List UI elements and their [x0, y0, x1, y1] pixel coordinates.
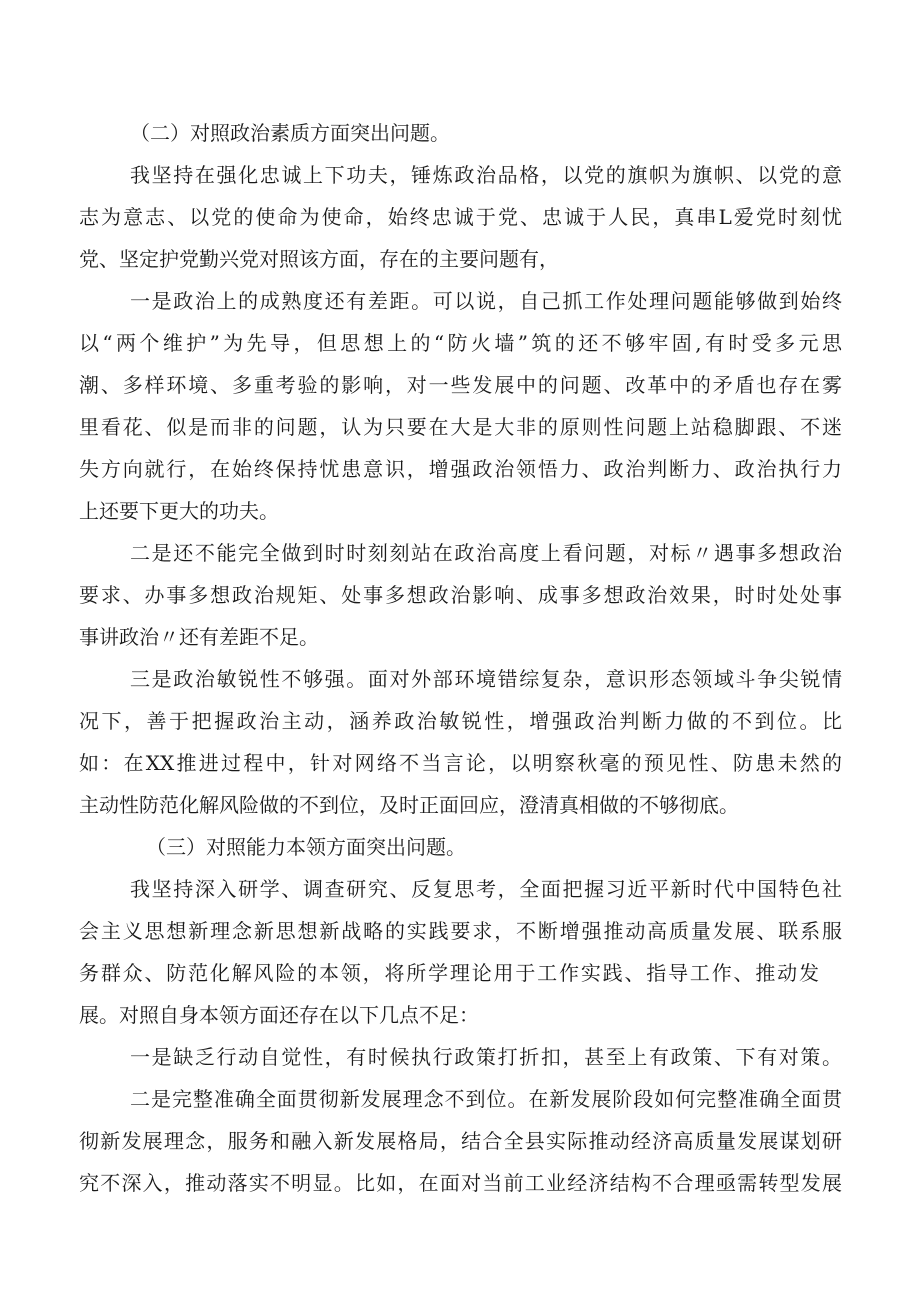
- paragraph-line: 二是还不能完全做到时时刻刻站在政治高度上看问题，对标〃遇事多想政治: [130, 541, 842, 565]
- section-heading-ability: （三）对照能力本领方面突出问题。: [146, 835, 466, 859]
- section-heading-political-quality: （二）对照政治素质方面突出问题。: [130, 121, 450, 145]
- paragraph-line: 展。对照自身本领方面还存在以下几点不足：: [79, 1003, 479, 1027]
- paragraph-line: 潮、多样环境、多重考验的影响，对一些发展中的问题、改革中的矛盾也存在雾: [79, 373, 842, 397]
- paragraph-line: 一是政治上的成熟度还有差距。可以说，自己抓工作处理问题能够做到始终: [130, 289, 842, 313]
- paragraph-line: 事讲政治〃还有差距不足。: [79, 625, 319, 649]
- paragraph-line: 党、坚定护党勤兴党对照该方面，存在的主要问题有，: [79, 247, 559, 271]
- paragraph-line: 上还要下更大的功夫。: [79, 499, 279, 523]
- paragraph-line: 里看花、似是而非的问题，认为只要在大是大非的原则性问题上站稳脚跟、不迷: [79, 415, 842, 439]
- paragraph-line: 况下，善于把握政治主动，涵养政治敏锐性，增强政治判断力做的不到位。比: [79, 709, 842, 733]
- paragraph-line: 失方向就行，在始终保持忧患意识，增强政治领悟力、政治判断力、政治执行力: [79, 457, 842, 481]
- paragraph-line: 彻新发展理念，服务和融入新发展格局，结合全县实际推动经济高质量发展谋划研: [79, 1129, 842, 1153]
- paragraph-line: 一是缺乏行动自觉性，有时候执行政策打折扣，甚至上有政策、下有对策。: [130, 1045, 842, 1069]
- paragraph-line: 以“两个维护”为先导，但思想上的“防火墙”筑的还不够牢固,有时受多元思: [79, 331, 842, 355]
- paragraph-line: 二是完整准确全面贯彻新发展理念不到位。在新发展阶段如何完整准确全面贯: [130, 1087, 842, 1111]
- paragraph-line: 我坚持在强化忠诚上下功夫，锤炼政治品格，以党的旗帜为旗帜、以党的意: [130, 163, 842, 187]
- paragraph-line: 三是政治敏锐性不够强。面对外部环境错综复杂，意识形态领域斗争尖锐情: [130, 667, 842, 691]
- paragraph-line: 究不深入，推动落实不明显。比如，在面对当前工业经济结构不合理亟需转型发展: [79, 1171, 842, 1195]
- paragraph-line: 我坚持深入研学、调查研究、反复思考，全面把握习近平新时代中国特色社: [130, 877, 842, 901]
- paragraph-line: 会主义思想新理念新思想新战略的实践要求，不断增强推动高质量发展、联系服: [79, 919, 842, 943]
- paragraph-line: 务群众、防范化解风险的本领，将所学理论用于工作实践、指导工作、推动发: [79, 961, 819, 985]
- paragraph-line: 主动性防范化解风险做的不到位，及时正面回应，澄清真相做的不够彻底。: [79, 793, 739, 817]
- paragraph-line: 要求、办事多想政治规矩、处事多想政治影响、成事多想政治效果，时时处处事: [79, 583, 842, 607]
- paragraph-line: 如：在XX推进过程中，针对网络不当言论，以明察秋毫的预见性、防患未然的: [79, 751, 842, 775]
- paragraph-line: 志为意志、以党的使命为使命，始终忠诚于党、忠诚于人民，真串L爱党时刻忧: [79, 205, 842, 229]
